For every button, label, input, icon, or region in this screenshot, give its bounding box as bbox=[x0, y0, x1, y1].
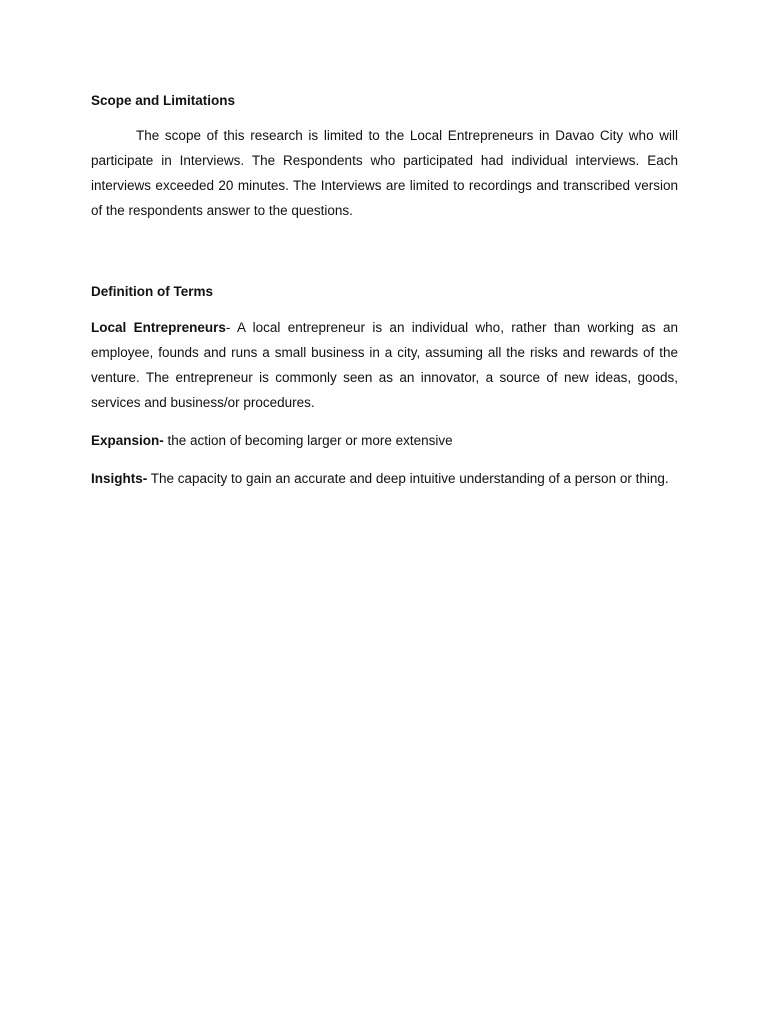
definition-insights bbox=[91, 466, 678, 491]
scope-paragraph: The scope of this research is limited to the Local Entrepreneurs in Davao City who will participate in Interviews. The Respondents who participated had individual interviews. Each interviews exceeded 20 minutes. The Interviews are limited to recordings and transcribed version of the respondents answer to the questions. bbox=[91, 128, 678, 218]
term-definition: - A local entrepreneur is an individual who, rather than working as an employee, founds and runs a small business in a city, assuming all the risks and rewards of the venture. The entrepreneur is commonly seen as an innovator, a source of new ideas, goods, services and business/or procedures. bbox=[91, 320, 678, 410]
term-label: Expansion- bbox=[91, 433, 164, 448]
document-body bbox=[91, 92, 678, 491]
term-definition: the action of becoming larger or more extensive bbox=[163, 433, 453, 448]
term-label: Local Entrepreneurs bbox=[91, 320, 226, 335]
term-definition: The capacity to gain an accurate and deep intuitive understanding of a person or thing. bbox=[147, 471, 669, 486]
definition-local-entrepreneurs bbox=[91, 315, 678, 415]
definition-of-terms-heading: Definition of Terms bbox=[91, 284, 214, 299]
term-label: Insights- bbox=[91, 471, 148, 486]
scope-heading: Scope and Limitations bbox=[91, 93, 236, 108]
definition-expansion bbox=[91, 428, 678, 453]
